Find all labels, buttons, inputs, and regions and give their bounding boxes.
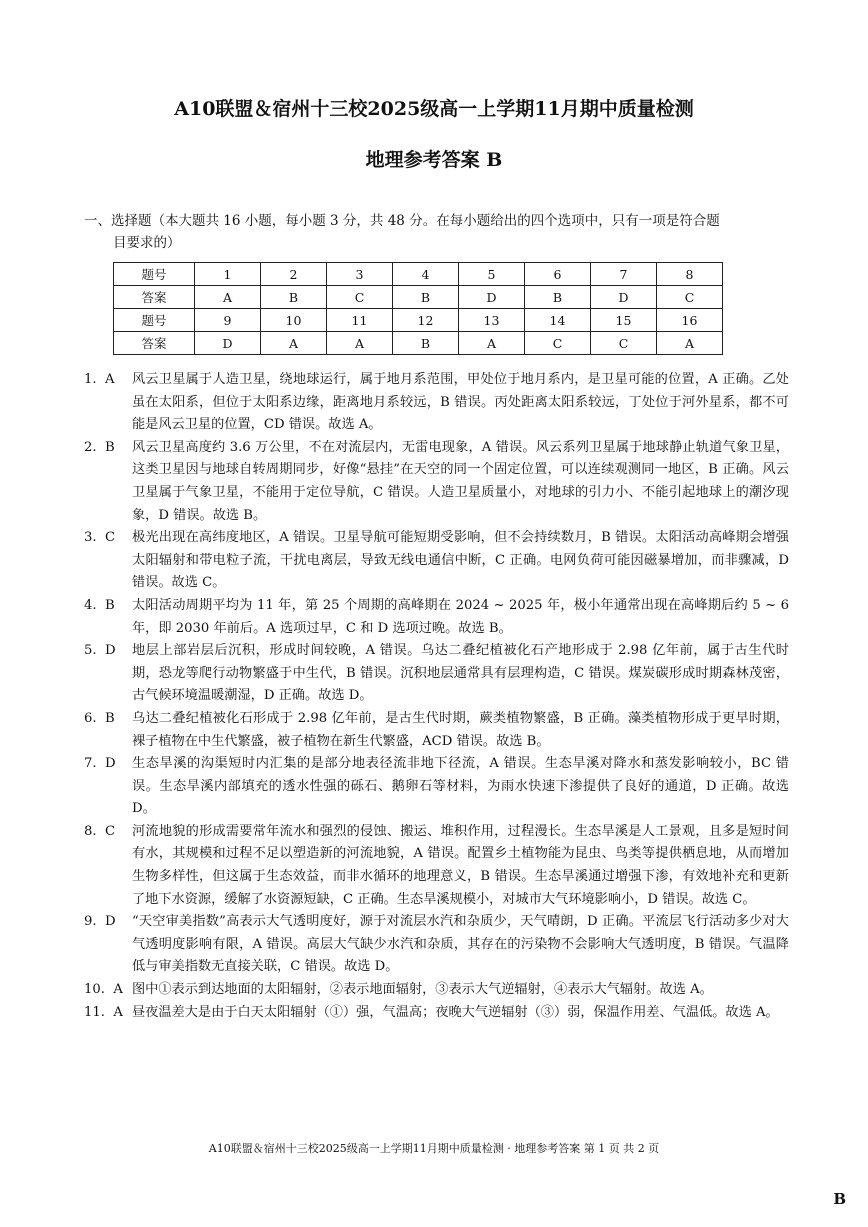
item-number: 9. D	[84, 914, 116, 930]
list-item	[84, 1002, 789, 1025]
list-item	[84, 708, 789, 753]
section-heading	[84, 210, 789, 254]
table-row	[114, 263, 723, 286]
table-cell: A	[327, 332, 393, 355]
item-number: 7. D	[84, 756, 116, 772]
table-cell: 11	[327, 309, 393, 332]
table-cell: 8	[657, 263, 723, 286]
table-cell: B	[525, 286, 591, 309]
table-header-cell: 题号	[114, 309, 195, 332]
table-cell: 1	[195, 263, 261, 286]
item-text: 河流地貌的形成需要常年流水和强烈的侵蚀、搬运、堆积作用，过程漫长。生态旱溪是人工景观，且多是短时间有水，其规模和过程不足以塑造新的河流地貌，A 错误。配置乡土植物能为昆虫、鸟类等提供栖息地，从而增加生物多样性，但这属于生态效益，而非水循环的地理意义，B 错误。生态旱溪通过增强下渗，有效地补充和更新了地下水资源，缓解了水资源短缺，C 正确。生态旱溪规模小，对城市大气环境影响小，D 错误。故选 C。	[132, 823, 789, 907]
table-cell: A	[459, 332, 525, 355]
table-cell: C	[591, 332, 657, 355]
table-cell: C	[327, 286, 393, 309]
table-header-cell: 题号	[114, 263, 195, 286]
item-number: 3. C	[84, 530, 116, 546]
item-text: 风云卫星属于人造卫星，绕地球运行，属于地月系范围，甲处位于地月系内，是卫星可能的位置，A 正确。乙处虽在太阳系，但位于太阳系边缘，距离地月系较远，B 错误。丙处距离太阳系较远，丁处位于河外星系，都不可能是风云卫星的位置，CD 错误。故选 A。	[132, 372, 789, 433]
item-number: 10. A	[84, 982, 123, 998]
table-cell: 13	[459, 309, 525, 332]
item-number: 2. B	[84, 439, 115, 455]
table-header-cell: 答案	[114, 332, 195, 355]
item-text: 昼夜温差大是由于白天太阳辐射（①）强，气温高；夜晚大气逆辐射（③）弱，保温作用差、气温低。故选 A。	[132, 1004, 779, 1020]
table-cell: 7	[591, 263, 657, 286]
list-item	[84, 821, 789, 911]
item-text: 地层上部岩层后沉积，形成时间较晚，A 错误。乌达二叠纪植被化石产地形成于 2.98 亿年前，属于古生代时期，恐龙等爬行动物繁盛于中生代，B 错误。沉积地层通常具有层理构造，C 错误。煤炭碳形成时期森林茂密，古气候环境温暖潮湿，D 正确。故选 D。	[132, 643, 789, 704]
list-item	[84, 640, 789, 708]
table-cell: A	[261, 332, 327, 355]
table-row	[114, 309, 723, 332]
table-cell: C	[657, 286, 723, 309]
answer-table	[113, 262, 723, 355]
item-text: 太阳活动周期平均为 11 年，第 25 个周期的高峰期在 2024 ~ 2025 年，极小年通常出现在高峰期后约 5 ~ 6 年，即 2030 年前后。A 选项过早，C 和 D 选项过晚。故选 B。	[132, 597, 789, 636]
page-footer: A10联盟＆宿州十三校2025级高一上学期11月期中质量检测 · 地理参考答案 第 1 页 共 2 页	[208, 1142, 660, 1155]
table-cell: 2	[261, 263, 327, 286]
corner-mark: B	[833, 1190, 846, 1208]
list-item	[84, 595, 789, 640]
item-text: 极光出现在高纬度地区，A 错误。卫星导航可能短期受影响，但不会持续数月，B 错误。太阳活动高峰期会增强太阳辐射和带电粒子流，干扰电离层，导致无线电通信中断，C 正确。电网负荷可能因磁暴增加，而非骤减，D 错误。故选 C。	[132, 530, 789, 591]
table-cell: 14	[525, 309, 591, 332]
table-cell: 16	[657, 309, 723, 332]
item-number: 1. A	[84, 372, 115, 387]
item-number: 11. A	[84, 1004, 123, 1020]
table-cell: 15	[591, 309, 657, 332]
table-cell: 12	[393, 309, 459, 332]
table-cell: B	[261, 286, 327, 309]
table-cell: A	[657, 332, 723, 355]
table-row	[114, 332, 723, 355]
table-cell: 5	[459, 263, 525, 286]
table-cell: B	[393, 332, 459, 355]
table-cell: 6	[525, 263, 591, 286]
table-cell: 3	[327, 263, 393, 286]
table-cell: 9	[195, 309, 261, 332]
section-heading-line1: 一、选择题（本大题共 16 小题，每小题 3 分，共 48 分。在每小题给出的四个选项中，只有一项是符合题	[84, 213, 720, 229]
table-cell: B	[393, 286, 459, 309]
table-cell: 4	[393, 263, 459, 286]
item-text: 图中①表示到达地面的太阳辐射，②表示地面辐射，③表示大气逆辐射，④表示大气辐射。故选 A。	[132, 982, 713, 998]
table-cell: C	[525, 332, 591, 355]
list-item	[84, 911, 789, 979]
document-title: A10联盟＆宿州十三校2025级高一上学期11月期中质量检测	[174, 98, 694, 120]
item-number: 5. D	[84, 643, 116, 659]
table-cell: D	[459, 286, 525, 309]
table-cell: D	[195, 332, 261, 355]
item-text: 风云卫星高度约 3.6 万公里，不在对流层内，无雷电现象，A 错误。风云系列卫星属于地球静止轨道气象卫星，这类卫星因与地球自转周期同步，好像“悬挂”在天空的同一个固定位置，可以连续观测同一地区，B 正确。风云卫星属于气象卫星，不能用于定位导航，C 错误。人造卫星质量小，对地球的引力小、不能引起地球上的潮汐现象，D 错误。故选 B。	[132, 439, 789, 523]
table-row	[114, 286, 723, 309]
table-cell: D	[591, 286, 657, 309]
item-text: 生态旱溪的沟渠短时内汇集的是部分地表径流非地下径流，A 错误。生态旱溪对降水和蒸发影响较小，BC 错误。生态旱溪内部填充的透水性强的砾石、鹅卵石等材料，为雨水快速下渗提供了良好的通道，D 正确。故选 D。	[132, 756, 789, 817]
table-cell: A	[195, 286, 261, 309]
item-number: 6. B	[84, 710, 115, 726]
item-number: 8. C	[84, 823, 116, 839]
table-header-cell: 答案	[114, 286, 195, 309]
explanation-list	[84, 369, 789, 1024]
list-item	[84, 979, 789, 1002]
list-item	[84, 437, 789, 527]
list-item	[84, 527, 789, 595]
document-subtitle: 地理参考答案 B	[365, 149, 503, 171]
item-number: 4. B	[84, 597, 115, 613]
list-item	[84, 369, 789, 437]
item-text: “天空审美指数”高表示大气透明度好，源于对流层水汽和杂质少，天气晴朗，D 正确。平流层飞行活动多少对大气透明度影响有限，A 错误。高层大气缺少水汽和杂质，其存在的污染物不会影响大气透明度，B 错误。气温降低与审美指数无直接关联，C 错误。故选 D。	[132, 914, 789, 975]
list-item	[84, 753, 789, 821]
section-heading-line2: 目要求的）	[113, 235, 181, 251]
table-cell: 10	[261, 309, 327, 332]
item-text: 乌达二叠纪植被化石形成于 2.98 亿年前，是古生代时期，蕨类植物繁盛，B 正确。藻类植物形成于更早时期，裸子植物在中生代繁盛，被子植物在新生代繁盛，ACD 错误。故选 B。	[132, 710, 789, 749]
